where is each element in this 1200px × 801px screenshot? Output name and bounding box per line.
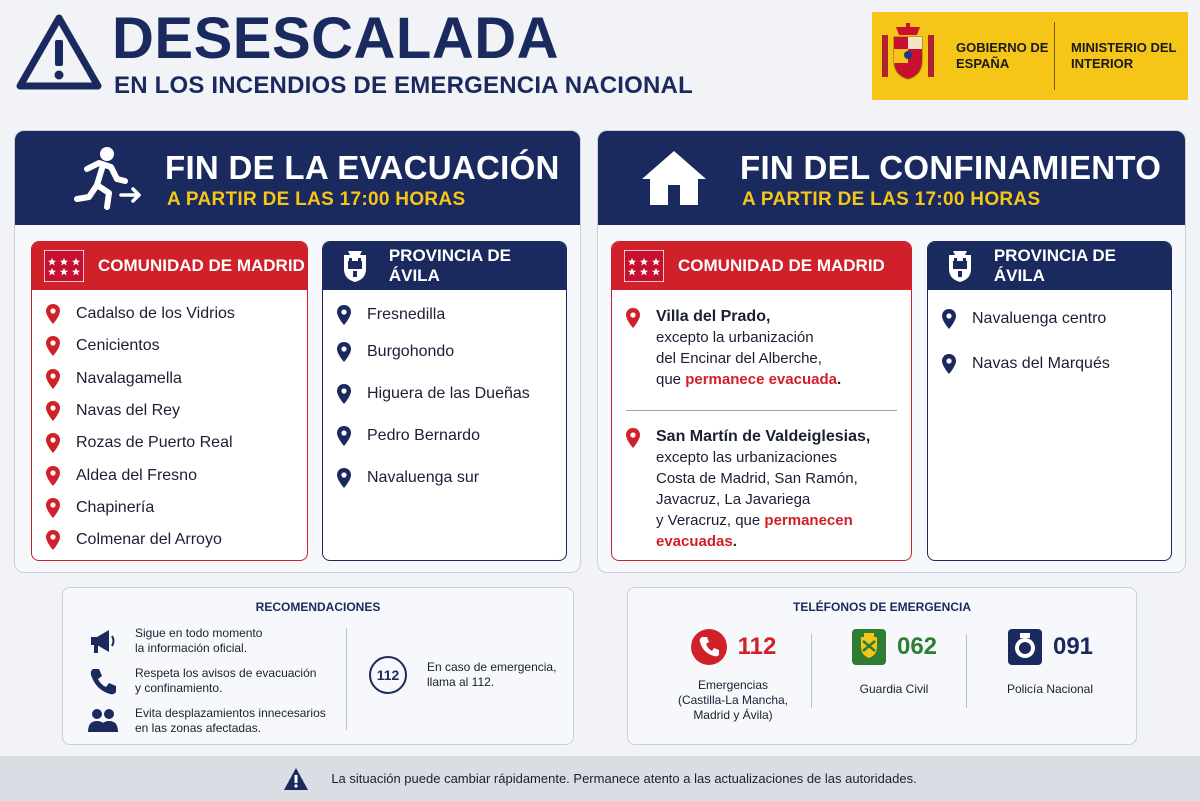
divider bbox=[626, 410, 897, 411]
location-pin-icon bbox=[46, 336, 60, 356]
list-item: Aldea del Fresno bbox=[46, 459, 307, 491]
list-item: Villa del Prado, excepto la urbanización del Encinar del Alberche, que permanece evacuada. bbox=[626, 306, 897, 390]
list-item: Navas del Rey bbox=[46, 395, 307, 427]
location-pin-icon bbox=[46, 401, 60, 421]
list-item: Navaluenga centro bbox=[942, 302, 1171, 336]
evacuation-avila-list bbox=[323, 290, 566, 499]
location-pin-icon bbox=[942, 354, 956, 374]
evacuation-avila-box bbox=[322, 241, 567, 561]
people-icon bbox=[87, 706, 119, 736]
evacuation-time: A PARTIR DE LAS 17:00 HORAS bbox=[167, 189, 466, 210]
location-pin-icon bbox=[337, 305, 351, 325]
phone-icon bbox=[690, 628, 728, 666]
warning-icon bbox=[16, 12, 102, 92]
confinement-madrid-box bbox=[611, 241, 912, 561]
running-person-exit-icon bbox=[59, 145, 145, 211]
location-pin-icon bbox=[46, 433, 60, 453]
list-item: Navas del Marqués bbox=[942, 336, 1171, 392]
madrid-flag-icon bbox=[624, 250, 664, 282]
list-item: Cenicientos bbox=[46, 330, 307, 362]
evacuation-header bbox=[15, 131, 580, 225]
confinement-avila-list bbox=[928, 290, 1171, 392]
location-pin-icon bbox=[46, 304, 60, 324]
warning-icon bbox=[283, 767, 309, 791]
location-pin-icon bbox=[626, 428, 640, 448]
list-item: Navaluenga sur bbox=[337, 457, 566, 499]
gov-label: GOBIERNO DE ESPAÑA bbox=[956, 40, 1049, 71]
recommendations-title: RECOMENDACIONES bbox=[255, 600, 381, 614]
recommendations-card bbox=[62, 587, 574, 745]
recommendation-item: Evita desplazamientos innecesarios en las zonas afectadas. bbox=[87, 706, 326, 736]
avila-coat-of-arms-icon bbox=[340, 249, 370, 283]
madrid-heading: COMUNIDAD DE MADRID bbox=[98, 256, 305, 275]
house-icon bbox=[638, 145, 710, 211]
phone-icon bbox=[87, 666, 119, 696]
policia-nacional-icon bbox=[1007, 628, 1043, 666]
location-pin-icon bbox=[46, 498, 60, 518]
list-item: Cadalso de los Vidrios bbox=[46, 298, 307, 330]
ministry-label: MINISTERIO DEL INTERIOR bbox=[1071, 40, 1177, 71]
list-item: Rozas de Puerto Real bbox=[46, 427, 307, 459]
location-pin-icon bbox=[337, 342, 351, 362]
spain-coat-of-arms-icon bbox=[880, 21, 936, 91]
location-pin-icon bbox=[46, 530, 60, 550]
confinement-time: A PARTIR DE LAS 17:00 HORAS bbox=[742, 189, 1041, 210]
emergency-112-badge: 112 bbox=[369, 656, 407, 694]
recommendation-item: Sigue en todo momento la información oficial. bbox=[87, 626, 262, 656]
list-item: San Martín de Valdeiglesias, excepto las urbanizaciones Costa de Madrid, San Ramón, Javacruz, La Javariega y Veracruz, que permanecen evacuadas. bbox=[626, 426, 897, 552]
avila-heading: PROVINCIA DE ÁVILA bbox=[993, 246, 1117, 285]
location-pin-icon bbox=[46, 369, 60, 389]
government-logo bbox=[872, 12, 1188, 100]
confinement-avila-box bbox=[927, 241, 1172, 561]
avila-coat-of-arms-icon bbox=[945, 249, 975, 283]
madrid-heading: COMUNIDAD DE MADRID bbox=[678, 256, 885, 275]
evacuation-madrid-list bbox=[32, 290, 307, 556]
evacuation-madrid-box bbox=[31, 241, 308, 561]
list-item: Higuera de las Dueñas bbox=[337, 373, 566, 415]
recommendation-item: Respeta los avisos de evacuación y confinamiento. bbox=[87, 666, 316, 696]
phone-091: 091 Policía Nacional bbox=[980, 628, 1120, 697]
list-item: Fresnedilla bbox=[337, 298, 566, 331]
page-title: DESESCALADA bbox=[112, 6, 559, 71]
confinement-title: FIN DEL CONFINAMIENTO bbox=[740, 149, 1162, 186]
list-item: Burgohondo bbox=[337, 331, 566, 373]
location-pin-icon bbox=[337, 426, 351, 446]
evacuation-title: FIN DE LA EVACUACIÓN bbox=[165, 149, 560, 186]
location-pin-icon bbox=[942, 309, 956, 329]
location-pin-icon bbox=[626, 308, 640, 328]
avila-heading: PROVINCIA DE ÁVILA bbox=[388, 246, 512, 285]
phones-title: TELÉFONOS DE EMERGENCIA bbox=[792, 600, 971, 614]
location-pin-icon bbox=[337, 468, 351, 488]
page-subtitle: EN LOS INCENDIOS DE EMERGENCIA NACIONAL bbox=[114, 72, 693, 99]
phone-112: 112 Emergencias (Castilla-La Mancha, Madrid y Ávila) bbox=[658, 628, 808, 723]
location-pin-icon bbox=[46, 466, 60, 486]
confinement-panel bbox=[597, 130, 1186, 573]
guardia-civil-icon bbox=[851, 628, 887, 666]
evacuation-panel bbox=[14, 130, 581, 573]
phone-062: 062 Guardia Civil bbox=[824, 628, 964, 697]
confinement-header bbox=[598, 131, 1185, 225]
list-item: Chapinería bbox=[46, 492, 307, 524]
list-item: Pedro Bernardo bbox=[337, 415, 566, 457]
footer-text: La situación puede cambiar rápidamente. Permanece atento a las actualizaciones de las autoridades. bbox=[331, 771, 917, 786]
footer-banner bbox=[0, 756, 1200, 801]
list-item: Navalagamella bbox=[46, 363, 307, 395]
megaphone-icon bbox=[87, 626, 119, 656]
madrid-flag-icon bbox=[44, 250, 84, 282]
phones-card bbox=[627, 587, 1137, 745]
list-item: Colmenar del Arroyo bbox=[46, 524, 307, 556]
location-pin-icon bbox=[337, 384, 351, 404]
emergency-note: En caso de emergencia, llama al 112. bbox=[427, 660, 557, 689]
